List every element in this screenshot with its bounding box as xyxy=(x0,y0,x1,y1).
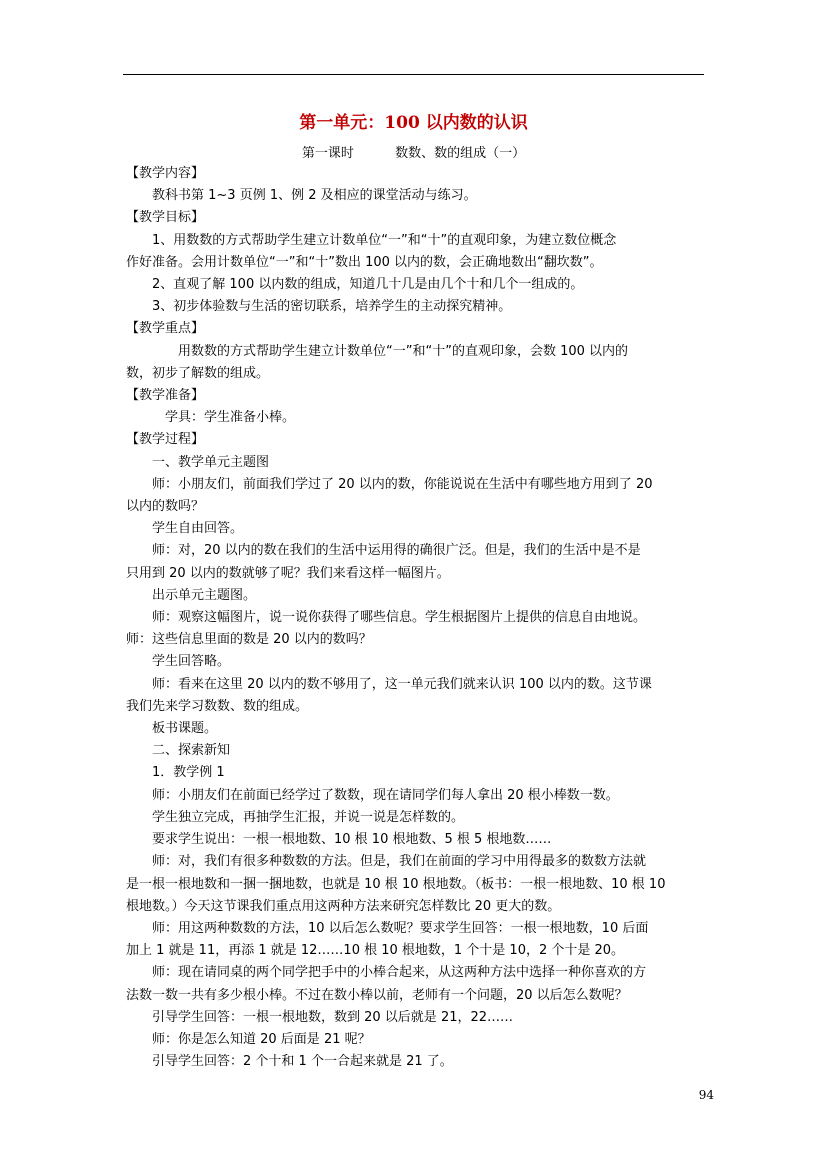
paragraph-line: 要求学生说出：一根一根地数、10 根 10 根地数、5 根 5 根地数…… xyxy=(152,832,552,848)
paragraph-line: 用数数的方式帮助学生建立计数单位“一”和“十”的直观印象，会数 100 以内的 xyxy=(178,343,629,359)
paragraph-line: 1．教学例 1 xyxy=(152,765,225,781)
paragraph-line: 只用到 20 以内的数就够了呢？我们来看这样一幅图片。 xyxy=(126,565,450,581)
paragraph-line: 我们先来学习数数、数的组成。 xyxy=(126,698,309,714)
paragraph-line: 学生自由回答。 xyxy=(152,521,244,537)
paragraph-line: 二、探索新知 xyxy=(152,743,231,759)
paragraph-line: 根地数。）今天这节课我们重点用这两种方法来研究怎样数比 20 更大的数。 xyxy=(126,898,561,914)
paragraph-line: 师：这些信息里面的数是 20 以内的数吗？ xyxy=(126,632,372,648)
paragraph-line: 是一根一根地数和一捆一捆地数，也就是 10 根 10 根地数。（板书：一根一根地数、10 根 10 xyxy=(126,876,666,892)
paragraph-line: 师：对，20 以内的数在我们的生活中运用得的确很广泛。但是，我们的生活中是不是 xyxy=(152,543,641,559)
paragraph-line: 一、教学单元主题图 xyxy=(152,454,270,470)
paragraph-line: 学生回答略。 xyxy=(152,654,231,670)
lesson-subtitle: 第一课时 数数、数的组成（一） xyxy=(301,146,526,161)
paragraph-line: 引导学生回答：一根一根地数，数到 20 以后就是 21，22…… xyxy=(152,1009,514,1025)
paragraph-line: 1、用数数的方式帮助学生建立计数单位“一”和“十”的直观印象，为建立数位概念 xyxy=(152,232,617,248)
paragraph-line: 3、初步体验数与生活的密切联系，培养学生的主动探究精神。 xyxy=(152,299,512,315)
paragraph-line: 师：观察这幅图片，说一说你获得了哪些信息。学生根据图片上提供的信息自由地说。 xyxy=(152,610,647,626)
header-rule xyxy=(123,74,704,75)
paragraph-line: 师：小朋友们在前面已经学过了数数，现在请同学们每人拿出 20 根小棒数一数。 xyxy=(152,787,619,803)
paragraph-line: 法数一数一共有多少根小棒。不过在数小棒以前，老师有一个问题，20 以后怎么数呢？ xyxy=(126,987,628,1003)
document-body xyxy=(126,163,706,1073)
paragraph-line: 【教学内容】 xyxy=(126,166,205,181)
paragraph-line: 【教学准备】 xyxy=(126,388,205,404)
paragraph-line: 引导学生回答：2 个十和 1 个一合起来就是 21 了。 xyxy=(152,1054,453,1070)
paragraph-line: 师：小朋友们，前面我们学过了 20 以内的数，你能说说在生活中有哪些地方用到了 20 xyxy=(152,476,653,492)
paragraph-line: 师：你是怎么知道 20 后面是 21 呢？ xyxy=(152,1031,371,1047)
page-number: 94 xyxy=(698,1088,714,1102)
paragraph-line: 【教学目标】 xyxy=(126,210,205,226)
paragraph-line: 加上 1 就是 11，再添 1 就是 12……10 根 10 根地数，1 个十是 10，2 个十是 20。 xyxy=(126,943,625,959)
paragraph-line: 学生独立完成，再抽学生汇报，并说一说是怎样数的。 xyxy=(152,809,465,825)
paragraph-line: 2、直观了解 100 以内数的组成，知道几十几是由几个十和几个一组成的。 xyxy=(152,277,584,293)
paragraph-line: 出示单元主题图。 xyxy=(152,587,257,603)
paragraph-line: 学具：学生准备小棒。 xyxy=(165,410,296,426)
paragraph-line: 师：现在请同桌的两个同学把手中的小棒合起来，从这两种方法中选择一种你喜欢的方 xyxy=(152,965,647,981)
paragraph-line: 师：对，我们有很多种数数的方法。但是，我们在前面的学习中用得最多的数数方法就 xyxy=(152,854,647,870)
paragraph-line: 师：用这两种数数的方法，10 以后怎么数呢？要求学生回答：一根一根地数，10 后面 xyxy=(152,920,649,936)
paragraph-line: 教科书第 1~3 页例 1、例 2 及相应的课堂活动与练习。 xyxy=(152,188,477,204)
paragraph-line: 【教学重点】 xyxy=(126,321,205,337)
paragraph-line: 数，初步了解数的组成。 xyxy=(126,365,270,381)
paragraph-line: 【教学过程】 xyxy=(126,432,205,448)
paragraph-line: 以内的数吗？ xyxy=(126,499,205,515)
paragraph-line: 板书课题。 xyxy=(152,721,218,737)
paragraph-line: 师：看来在这里 20 以内的数不够用了，这一单元我们就来认识 100 以内的数。这节课 xyxy=(152,676,652,692)
page-title: 第一单元：100 以内数的认识 xyxy=(299,113,528,133)
paragraph-line: 作好准备。会用计数单位“一”和“十”数出 100 以内的数，会正确地数出“翻坎数”。 xyxy=(126,254,603,270)
